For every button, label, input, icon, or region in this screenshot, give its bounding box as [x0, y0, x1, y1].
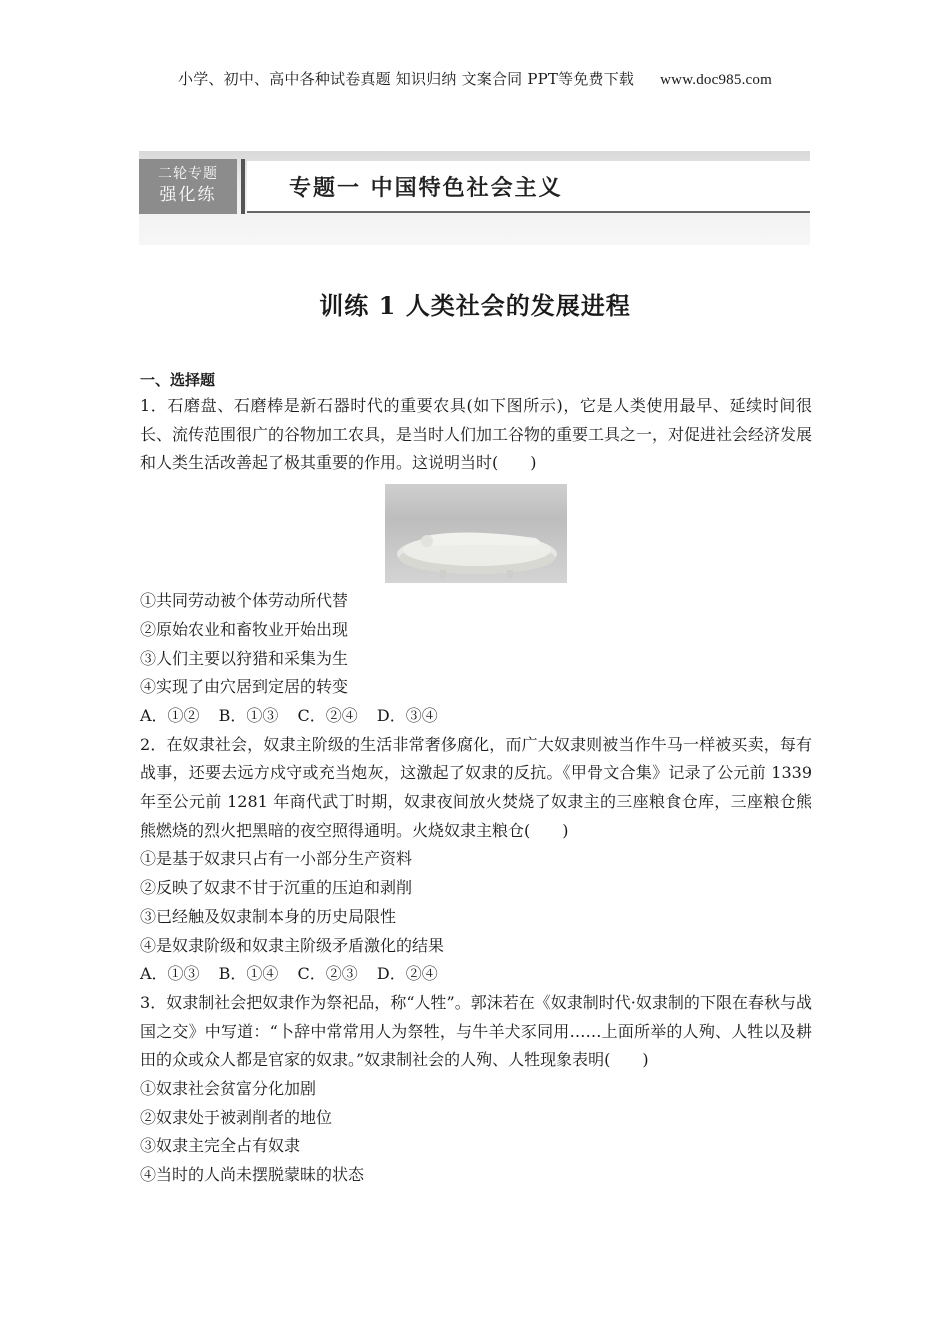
question-stem: 1．石磨盘、石磨棒是新石器时代的重要农具(如下图所示)，它是人类使用最早、延续时间很长、流传范围很广的谷物加工农具，是当时人们加工谷物的重要工具之一，对促进社会经济发展和人类生活改善起了极其重要的作用。这说明当时( ) [140, 396, 813, 473]
question-stem: 2．在奴隶社会，奴隶主阶级的生活非常奢侈腐化，而广大奴隶则被当作牛马一样被买卖，每有战事，还要去远方戍守或充当炮灰，这激起了奴隶的反抗。《甲骨文合集》记录了公元前 1339 年至公元前 1281 年商代武丁时期，奴隶夜间放火焚烧了奴隶主的三座粮食仓库，三座粮仓熊熊燃烧的烈火把黑暗的夜空照得通明。火烧奴隶主粮仓( ) [140, 734, 812, 840]
option-1: ①奴隶社会贫富分化加剧 [140, 1079, 317, 1099]
answer-choices [140, 702, 812, 731]
banner-tag-line1: 二轮专题 [158, 166, 218, 182]
choice-c[interactable]: C．②④ [297, 705, 358, 725]
document-title: 训练 1 人类社会的发展进程 [319, 291, 631, 320]
stone-mill-image [385, 484, 567, 583]
option-4: ④当时的人尚未摆脱蒙昧的状态 [140, 1165, 365, 1185]
banner-tag [139, 159, 237, 214]
page-header [0, 68, 950, 89]
question-3 [140, 989, 812, 1190]
topic-banner [139, 151, 810, 245]
stone-mill-photo [385, 484, 567, 583]
header-text: 小学、初中、高中各种试卷真题 知识归纳 文案合同 PPT等免费下载 [178, 70, 635, 88]
choice-b[interactable]: B．①④ [218, 964, 279, 984]
document-body [140, 368, 812, 1190]
choice-a[interactable]: A．①② [140, 705, 200, 725]
option-2: ②原始农业和畜牧业开始出现 [140, 619, 349, 639]
header-site[interactable]: www.doc985.com [660, 72, 772, 88]
answer-choices [140, 960, 812, 989]
option-3: ③已经触及奴隶制本身的历史局限性 [140, 906, 397, 926]
banner-divider [241, 159, 245, 214]
option-4: ④实现了由穴居到定居的转变 [140, 677, 349, 697]
section-heading: 一、选择题 [140, 371, 216, 389]
question-2 [140, 731, 812, 989]
banner-underline [247, 211, 810, 213]
option-2: ②奴隶处于被剥削者的地位 [140, 1107, 333, 1127]
option-3: ③奴隶主完全占有奴隶 [140, 1136, 301, 1156]
choice-d[interactable]: D．②④ [376, 964, 438, 984]
option-4: ④是奴隶阶级和奴隶主阶级矛盾激化的结果 [140, 935, 445, 955]
question-stem: 3．奴隶制社会把奴隶作为祭祀品，称“人牲”。郭沫若在《奴隶制时代·奴隶制的下限在春秋与战国之交》中写道：“卜辞中常常用人为祭牲，与牛羊犬豕同用……上面所举的人殉、人牲以及耕田的众或众人都是官家的奴隶。”奴隶制社会的人殉、人牲现象表明( ) [140, 992, 812, 1070]
banner-title: 专题一 中国特色社会主义 [289, 176, 563, 201]
option-1: ①是基于奴隶只占有一小部分生产资料 [140, 849, 413, 869]
banner-tag-line2: 强化练 [159, 185, 217, 205]
question-1 [140, 392, 812, 731]
choice-d[interactable]: D．③④ [376, 705, 438, 725]
choice-b[interactable]: B．①③ [218, 705, 279, 725]
option-2: ②反映了奴隶不甘于沉重的压迫和剥削 [140, 878, 413, 898]
choice-a[interactable]: A．①③ [140, 964, 200, 984]
choice-c[interactable]: C．②③ [297, 964, 358, 984]
option-3: ③人们主要以狩猎和采集为生 [140, 648, 349, 668]
option-1: ①共同劳动被个体劳动所代替 [140, 591, 349, 611]
